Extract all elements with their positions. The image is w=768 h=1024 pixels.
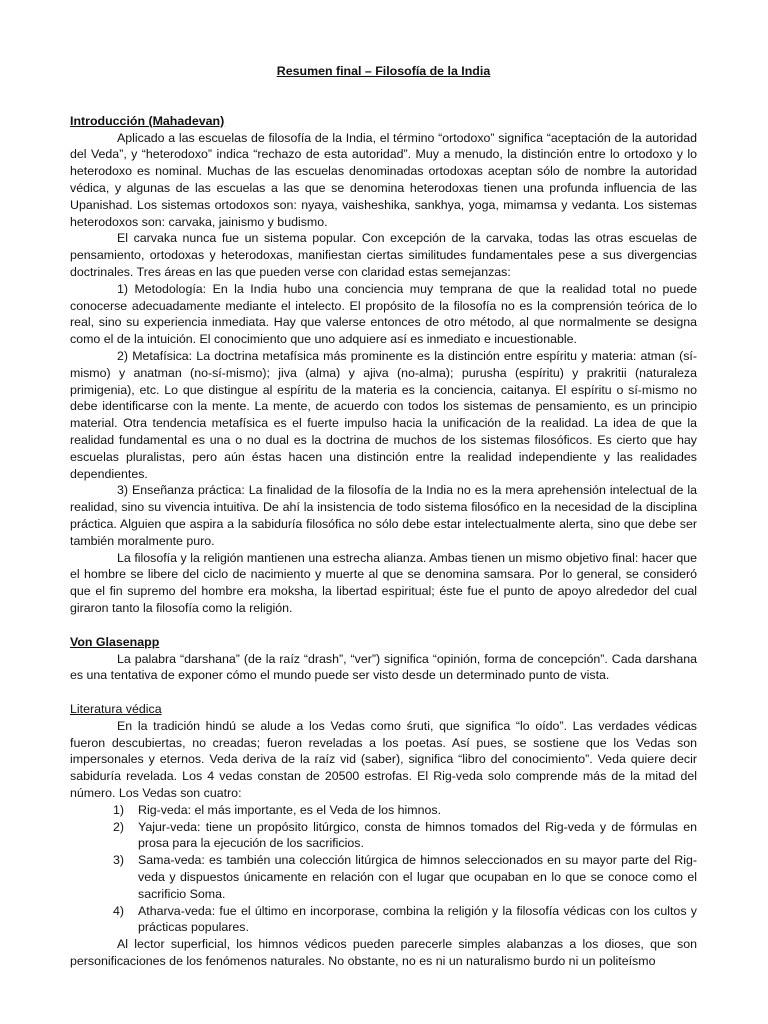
list-number: 2) bbox=[113, 819, 125, 834]
paragraph-himnos-vedicos: Al lector superficial, los himnos védicos pueden parecerle simples alabanzas a los dioses, que son personificaciones de los fenómenos naturales. No obstante, no es ni un naturalismo burdo ni un politeísmo bbox=[70, 937, 697, 969]
list-item-text: Rig-veda: el más importante, es el Veda de los himnos. bbox=[138, 802, 442, 817]
list-number: 4) bbox=[113, 903, 125, 918]
heading-von-glasenapp: Von Glasenapp bbox=[70, 634, 160, 649]
paragraph-darshana: La palabra “darshana” (de la raíz “drash”, “ver”) significa “opinión, forma de concepción”. Cada darshana es una tentativa de exponer cómo el mundo puede ser visto desde un determinado punto de vista. bbox=[70, 651, 697, 683]
list-item-text: Yajur-veda: tiene un propósito litúrgico, consta de himnos tomados del Rig-veda y de fórmulas en prosa para la ejecución de los sacrificios. bbox=[138, 819, 697, 851]
heading-introduccion: Introducción (Mahadevan) bbox=[70, 113, 225, 128]
list-item bbox=[113, 802, 697, 819]
paragraph-vedas-intro: En la tradición hindú se alude a los Vedas como śruti, que significa “lo oído”. Las verdades védicas fueron descubiertas, no creadas; fueron reveladas a los poetas. Así pues, se sostiene que los Vedas son impersonales y eternos. Veda deriva de la raíz vid (saber), significa “libro del conocimiento”. Veda quiere decir sabiduría revelada. Los 4 vedas constan de 20500 estrofas. El Rig-veda solo comprende más de la mitad del número. Los Vedas son cuatro: bbox=[70, 718, 697, 801]
list-item-text: Sama-veda: es también una colección litúrgica de himnos seleccionados en su mayor parte del Rig-veda y dispuestos únicamente en relación con el lugar que ocupaban en lo que se conoce como el sacrificio Soma. bbox=[138, 853, 697, 901]
list-number: 1) bbox=[113, 802, 125, 817]
paragraph-metafisica: 2) Metafísica: La doctrina metafísica más prominente es la distinción entre espíritu y materia: atman (sí-mismo) y anatman (no-sí-mismo); jiva (alma) y ajiva (no-alma); purusha (espíritu) y prakritii (naturaleza primigenia), etc. Lo que distingue al espíritu de la materia es la conciencia, caitanya. El espíritu o sí-mismo no debe identificarse con la mente. La mente, de acuerdo con todos los sistemas de pensamiento, es un principio material. Otra tendencia metafísica es el fuerte impulso hacia la unificación de la realidad. La idea de que la realidad fundamental es una o no dual es la doctrina de muchos de los sistemas filosóficos. Es cierto que hay escuelas pluralistas, pero aún éstas hacen una distinción entre la realidad independiente y las realidades dependientes. bbox=[70, 348, 697, 481]
document-title: Resumen final – Filosofía de la India bbox=[276, 64, 491, 78]
vedas-list bbox=[70, 802, 697, 936]
paragraph-metodologia: 1) Metodología: En la India hubo una conciencia muy temprana de que la realidad total no puede conocerse adecuadamente mediante el intelecto. El propósito de la filosofía no es la comprensión teórica de lo real, sino su experiencia inmediata. Hay que valerse entonces de otro método, al que normalmente se designa como el de la intuición. El conocimiento que uno adquiere así es inmediato e incuestionable. bbox=[70, 281, 697, 347]
list-number: 3) bbox=[113, 853, 125, 868]
heading-literatura-vedica: Literatura védica bbox=[70, 702, 162, 717]
list-item-text: Atharva-veda: fue el último en incorporase, combina la religión y la filosofía védicas con los cultos y prácticas populares. bbox=[138, 903, 697, 935]
list-item bbox=[113, 819, 697, 853]
list-item bbox=[113, 903, 697, 937]
paragraph-intro-2: El carvaka nunca fue un sistema popular. Con excepción de la carvaka, todas las otras escuelas de pensamiento, ortodoxas y heterodoxas, manifiestan ciertas similitudes fundamentales pese a sus divergencias doctrinales. Tres áreas en las que pueden verse con claridad estas semejanzas: bbox=[70, 231, 697, 279]
paragraph-filosofia-religion: La filosofía y la religión mantienen una estrecha alianza. Ambas tienen un mismo objetivo final: hacer que el hombre se libere del ciclo de nacimiento y muerte al que se denomina samsara. Por lo general, se consideró que el fin supremo del hombre era moksha, la libertad espiritual; éste fue el punto de apoyo alrededor del cual giraron tanto la filosofía como la religión. bbox=[70, 550, 697, 615]
list-item bbox=[113, 852, 697, 902]
paragraph-intro-1: Aplicado a las escuelas de filosofía de la India, el término “ortodoxo” significa “aceptación de la autoridad del Veda”, y “heterodoxo” indica “rechazo de esta autoridad”. Muy a menudo, la distinción entre lo ortodoxo y lo heterodoxo es nominal. Muchas de las escuelas denominadas ortodoxas aceptan sólo de nombre la autoridad védica, y algunas de las escuelas a las que se denomina heterodoxas tienen una profunda influencia de las Upanishad. Los sistemas ortodoxos son: nyaya, vaisheshika, sankhya, yoga, mimamsa y vedanta. Los sistemas heterodoxos son: carvaka, jainismo y budismo. bbox=[70, 130, 697, 229]
paragraph-ensenanza-practica: 3) Enseñanza práctica: La finalidad de la filosofía de la India no es la mera aprehensión intelectual de la realidad, sino su vivencia intuitiva. De ahí la insistencia de todo sistema filosófico en la necesidad de la disciplina práctica. Alguien que aspira a la sabiduría filosófica no sólo debe estar intelectualmente alerta, sino que debe ser también moralmente puro. bbox=[70, 483, 697, 548]
